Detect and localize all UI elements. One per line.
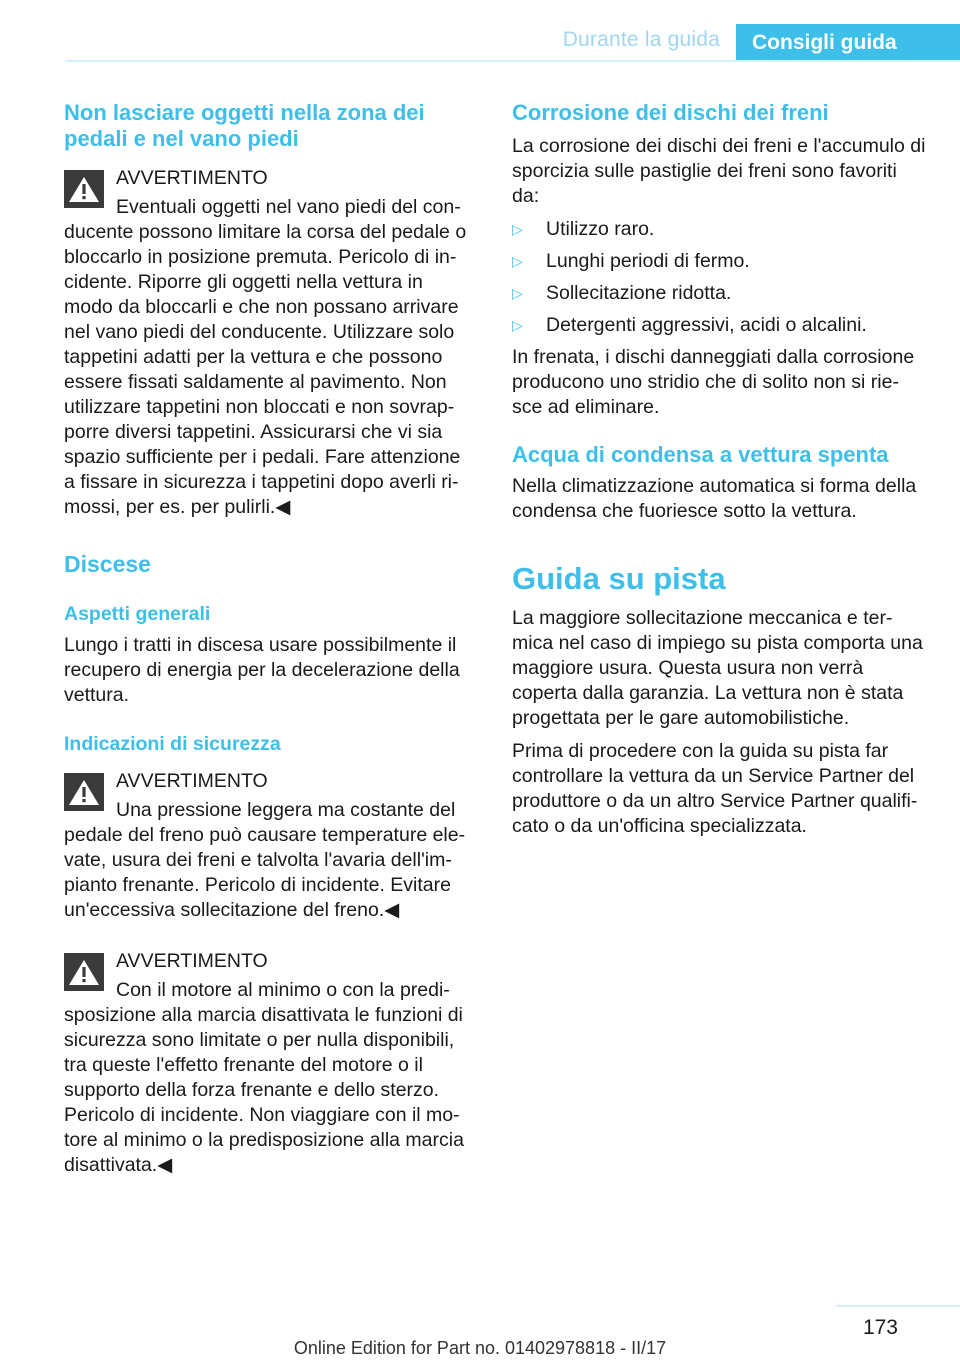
subheading-aspetti-generali: Aspetti generali [64, 603, 211, 625]
heading-acqua-condensa: Acqua di condensa a vettura spenta [512, 442, 889, 467]
corrosione-after: In frenata, i dischi danneggiati dalla corrosione producono uno stridio che di solito non si rie-sce ad eliminare. [512, 346, 915, 418]
list-item [512, 249, 928, 274]
list-item [512, 281, 928, 306]
warning-block-2 [64, 769, 476, 923]
header-rule [65, 60, 960, 62]
list-item-text: Detergenti aggressivi, acidi o alcalini. [546, 314, 867, 336]
heading-oggetti-pedali: Non lasciare oggetti nella zona dei pedali e nel vano piedi [64, 100, 425, 151]
triangle-right-icon: ▷ [512, 317, 523, 333]
list-item-text: Utilizzo raro. [546, 218, 655, 240]
heading-corrosione: Corrosione dei dischi dei freni [512, 100, 829, 125]
heading-discese: Discese [64, 551, 151, 577]
header-section-title: Durante la guida [562, 28, 720, 51]
footer-edition: Online Edition for Part no. 01402978818 - II/17 [293, 1338, 667, 1358]
subheading-indicazioni-sicurezza: Indicazioni di sicurezza [64, 733, 281, 755]
pista-paragraph-2: Prima di procedere con la guida su pista far controllare la vettura da un Service Partner del produttore o da un altro Service Partner qualifi-cato o da un'officina specializzata. [512, 740, 918, 837]
triangle-right-icon: ▷ [512, 285, 523, 301]
triangle-right-icon: ▷ [512, 253, 523, 269]
corrosione-bullet-list [512, 217, 928, 338]
pista-paragraph-1: La maggiore sollecitazione meccanica e ter-mica nel caso di impiego su pista comporta una maggiore usura. Questa usura non verrà coperta dalla garanzia. La vettura non è stata progettata per le gare automobilistiche. [512, 607, 923, 729]
left-column [64, 100, 476, 1178]
header-tab-label: Consigli guida [752, 31, 897, 54]
warning-label: AVVERTIMENTO [116, 770, 268, 792]
list-item [512, 217, 928, 242]
warning-block-3 [64, 949, 476, 1178]
footer-rule [836, 1305, 960, 1307]
warning-icon [64, 170, 104, 208]
right-column [512, 100, 928, 839]
list-item-text: Sollecitazione ridotta. [546, 282, 732, 304]
warning-body: Una pressione leggera ma costante del pedale del freno può causare temperature ele-vate, usura dei freni e talvolta l'avaria dell'im-pianto frenante. Pericolo di incidente. Evitare un'eccessiva sollecitazione del freno.◀ [64, 799, 466, 921]
aspetti-text: Lungo i tratti in discesa usare possibilmente il recupero di energia per la decelerazione della vettura. [64, 634, 460, 706]
triangle-right-icon: ▷ [512, 221, 523, 237]
warning-body: Eventuali oggetti nel vano piedi del con-ducente possono limitare la corsa del pedale o bloccarlo in posizione premuta. Pericolo di in-cidente. Riporre gli oggetti nella vettura in modo da bloccarli e che non possano arrivare nel vano piedi del conducente. Utilizzare solo tappetini adatti per la vettura e che possono essere fissati saldamente al pavimento. Non utilizzare tappetini non bloccati e non sovrap-porre diversi tappetini. Assicurarsi che vi sia spazio sufficiente per i pedali. Fare attenzione a fissare in sicurezza i tappetini dopo averli ri-mossi, per es. per pulirli.◀ [64, 196, 467, 518]
heading-guida-su-pista: Guida su pista [512, 561, 726, 596]
page-number: 173 [862, 1316, 898, 1339]
corrosione-intro: La corrosione dei dischi dei freni e l'accumulo di sporcizia sulle pastiglie dei freni sono favoriti da: [512, 135, 926, 207]
warning-label: AVVERTIMENTO [116, 950, 268, 972]
warning-icon [64, 953, 104, 991]
warning-block-1 [64, 166, 476, 520]
header-tab [736, 24, 960, 62]
warning-body: Con il motore al minimo o con la predi-sposizione alla marcia disattivata le funzioni di sicurezza sono limitate o per nulla disponibili, tra queste l'effetto frenante del motore o il supporto della forza frenante e dello sterzo. Pericolo di incidente. Non viaggiare con il mo-tore al minimo o la predisposizione alla marcia disattivata.◀ [64, 979, 464, 1176]
warning-icon [64, 773, 104, 811]
acqua-text: Nella climatizzazione automatica si forma della condensa che fuoriesce sotto la vettura. [512, 475, 917, 522]
list-item-text: Lunghi periodi di fermo. [546, 250, 750, 272]
list-item [512, 313, 928, 338]
warning-label: AVVERTIMENTO [116, 167, 268, 189]
